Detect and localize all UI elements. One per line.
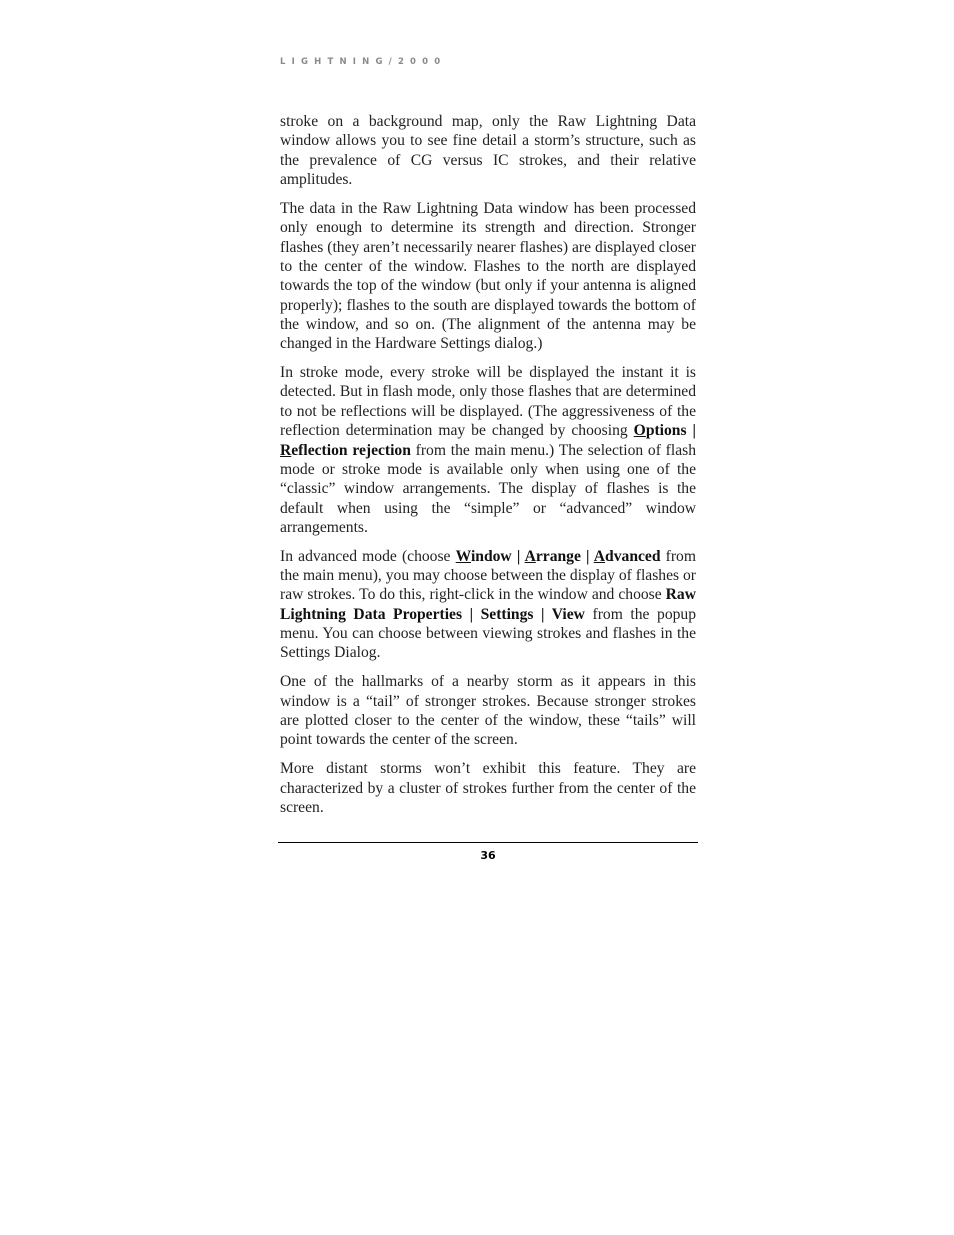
menu-command-window-arrange-advanced <box>456 548 661 565</box>
menu-name-advanced: dvanced <box>605 547 661 565</box>
paragraph-4 <box>280 547 696 663</box>
footer-rule <box>278 842 698 843</box>
paragraph-5: One of the hallmarks of a nearby storm as it appears in this window is a “tail” of stronger strokes. Because stronger strokes are plotted closer to the center of the window, these “tails” will point towards the center of the screen. <box>280 673 696 749</box>
paragraph-4-text-middle: from the main menu), you may choose between the display of flashes or raw strokes. To do this, right-click in the window and choose <box>280 547 696 604</box>
menu-separator: | <box>686 422 696 440</box>
paragraph-4-text-end: from the popup menu. You can choose between viewing strokes and flashes in the Settings Dialog. <box>280 605 697 662</box>
paragraph-4-text-start: In advanced mode (choose <box>280 547 456 565</box>
running-header: LIGHTNING/2000 <box>280 57 447 67</box>
paragraph-3-text-end: from the main menu.) The selection of flash mode or stroke mode is available only when using one of the “classic” window arrangements. The display of flashes is the default when using the “simple” or “advanced” window arrangements. <box>280 441 696 536</box>
menu-separator: | <box>580 547 594 565</box>
menu-name-window: indow <box>470 547 512 565</box>
accelerator-key-o: O <box>633 422 646 440</box>
paragraph-3-text-start: In stroke mode, every stroke will be displayed the instant it is detected. But in flash mode, only those flashes that are determined to not be reflections will be displayed. (The aggressiveness of the reflection determination may be changed by choosing <box>280 364 696 440</box>
paragraph-6: More distant storms won’t exhibit this feature. They are characterized by a cluster of strokes further from the center of the screen. <box>280 760 696 816</box>
page-number: 36 <box>480 849 496 862</box>
accelerator-key-a: A <box>593 547 606 565</box>
menu-command-raw-lightning-data-properties: Raw Lightning Data Properties | Settings | View <box>280 586 696 623</box>
accelerator-key-a: A <box>524 547 536 565</box>
menu-separator: | <box>511 547 525 565</box>
paragraph-3 <box>280 363 696 537</box>
paragraph-2: The data in the Raw Lightning Data window has been processed only enough to determine its strength and direction. Stronger flashes (they aren’t necessarily nearer flashes) are displayed closer to the center of the window. Flashes to the north are displayed towards the top of the window (but only if your antenna is aligned properly); flashes to the south are displayed towards the bottom of the window, and so on. (The alignment of the antenna may be changed in the Hardware Settings dialog.) <box>280 199 696 353</box>
menu-name-options: ptions <box>645 422 687 440</box>
menu-name-reflection-rejection: eflection rejection <box>291 441 411 459</box>
accelerator-key-r: R <box>280 441 292 459</box>
paragraph-1: stroke on a background map, only the Raw Lightning Data window allows you to see fine detail a storm’s structure, such as the prevalence of CG versus IC strokes, and their relative amplitudes. <box>280 113 696 189</box>
accelerator-key-w: W <box>455 547 471 565</box>
menu-name-arrange: rrange <box>535 547 581 565</box>
body-text <box>280 112 696 827</box>
